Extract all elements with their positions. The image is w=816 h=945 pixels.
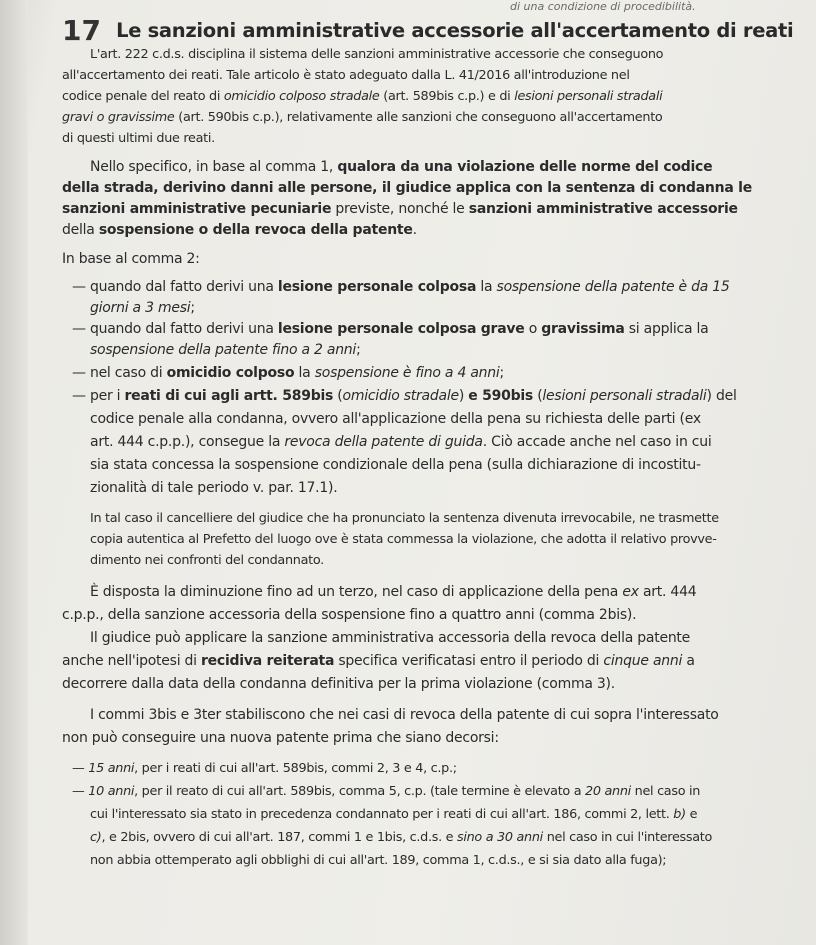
text-line: art. 444 c.p.p.), consegue la revoca della patente di guida. Ciò accade anche nel caso in cui xyxy=(90,434,712,450)
text-line: — 10 anni, per il reato di cui all'art. 589bis, comma 5, c.p. (tale termine è elevato a 20 anni nel caso in xyxy=(72,784,701,799)
text-line: sia stata concessa la sospensione condizionale della pena (sulla dichiarazione di incostitu- xyxy=(90,457,701,473)
page-margin xyxy=(0,0,28,945)
text-line: Il giudice può applicare la sanzione amministrativa accessoria della revoca della patente xyxy=(90,630,691,646)
text-line: L'art. 222 c.d.s. disciplina il sistema delle sanzioni amministrative accessorie che conseguono xyxy=(90,47,664,62)
section-number: 17 xyxy=(62,14,101,47)
text-line: — quando dal fatto derivi una lesione personale colposa la sospensione della patente è da 15 xyxy=(72,279,730,295)
text-line: anche nell'ipotesi di recidiva reiterata specifica verificatasi entro il periodo di cinque anni a xyxy=(62,653,695,669)
text-line: — quando dal fatto derivi una lesione personale colposa grave o gravissima si applica la xyxy=(72,321,709,337)
text-line: non abbia ottemperato agli obblighi di cui all'art. 189, comma 1, c.d.s., e si sia dato alla fuga); xyxy=(90,853,667,868)
text-line: di questi ultimi due reati. xyxy=(62,131,215,146)
text-line: gravi o gravissime (art. 590bis c.p.), relativamente alle sanzioni che conseguono all'accertamento xyxy=(62,110,663,125)
text-line: della strada, derivino danni alle persone, il giudice applica con la sentenza di condanna le xyxy=(62,180,752,196)
text-line: — per i reati di cui agli artt. 589bis (omicidio stradale) e 590bis (lesioni personali stradali) del xyxy=(72,388,737,404)
text-line: — 15 anni, per i reati di cui all'art. 589bis, commi 2, 3 e 4, c.p.; xyxy=(72,761,457,776)
text-line: della sospensione o della revoca della patente. xyxy=(62,222,417,238)
text-line: In tal caso il cancelliere del giudice che ha pronunciato la sentenza divenuta irrevocabile, ne trasmette xyxy=(90,511,719,526)
text-line: I commi 3bis e 3ter stabiliscono che nei casi di revoca della patente di cui sopra l'interessato xyxy=(90,707,719,723)
text-line: — nel caso di omicidio colposo la sospensione è fino a 4 anni; xyxy=(72,365,505,381)
text-line: all'accertamento dei reati. Tale articolo è stato adeguato dalla L. 41/2016 all'introduzione nel xyxy=(62,68,630,83)
text-line: sanzioni amministrative pecuniarie previste, nonché le sanzioni amministrative accessorie xyxy=(62,201,738,217)
text-line: giorni a 3 mesi; xyxy=(90,300,195,316)
text-line: c.p.p., della sanzione accessoria della sospensione fino a quattro anni (comma 2bis). xyxy=(62,607,637,623)
previous-line-fragment: di una condizione di procedibilità. xyxy=(510,0,696,12)
text-line: non può conseguire una nuova patente prima che siano decorsi: xyxy=(62,730,499,746)
text-line: È disposta la diminuzione fino ad un terzo, nel caso di applicazione della pena ex art. 444 xyxy=(90,584,697,600)
text-line: sospensione della patente fino a 2 anni; xyxy=(90,342,361,358)
text-line: Nello specifico, in base al comma 1, qualora da una violazione delle norme del codice xyxy=(90,159,713,175)
text-line: dimento nei confronti del condannato. xyxy=(90,553,324,568)
text-line: copia autentica al Prefetto del luogo ove è stata commessa la violazione, che adotta il relativo provve- xyxy=(90,532,717,547)
text-line: codice penale del reato di omicidio colposo stradale (art. 589bis c.p.) e di lesioni personali stradali xyxy=(62,89,663,104)
text-line: zionalità di tale periodo v. par. 17.1). xyxy=(90,480,338,496)
text-line: decorrere dalla data della condanna definitiva per la prima violazione (comma 3). xyxy=(62,676,615,692)
text-line: c), e 2bis, ovvero di cui all'art. 187, commi 1 e 1bis, c.d.s. e sino a 30 anni nel caso in cui l'interessato xyxy=(90,830,713,845)
text-line: codice penale alla condanna, ovvero all'applicazione della pena su richiesta delle parti (ex xyxy=(90,411,701,427)
text-line: In base al comma 2: xyxy=(62,251,200,267)
text-line: cui l'interessato sia stato in precedenza condannato per i reati di cui all'art. 186, commi 2, lett. b) e xyxy=(90,807,698,822)
section-heading xyxy=(62,14,812,47)
section-title: Le sanzioni amministrative accessorie all'accertamento di reati xyxy=(116,19,794,42)
